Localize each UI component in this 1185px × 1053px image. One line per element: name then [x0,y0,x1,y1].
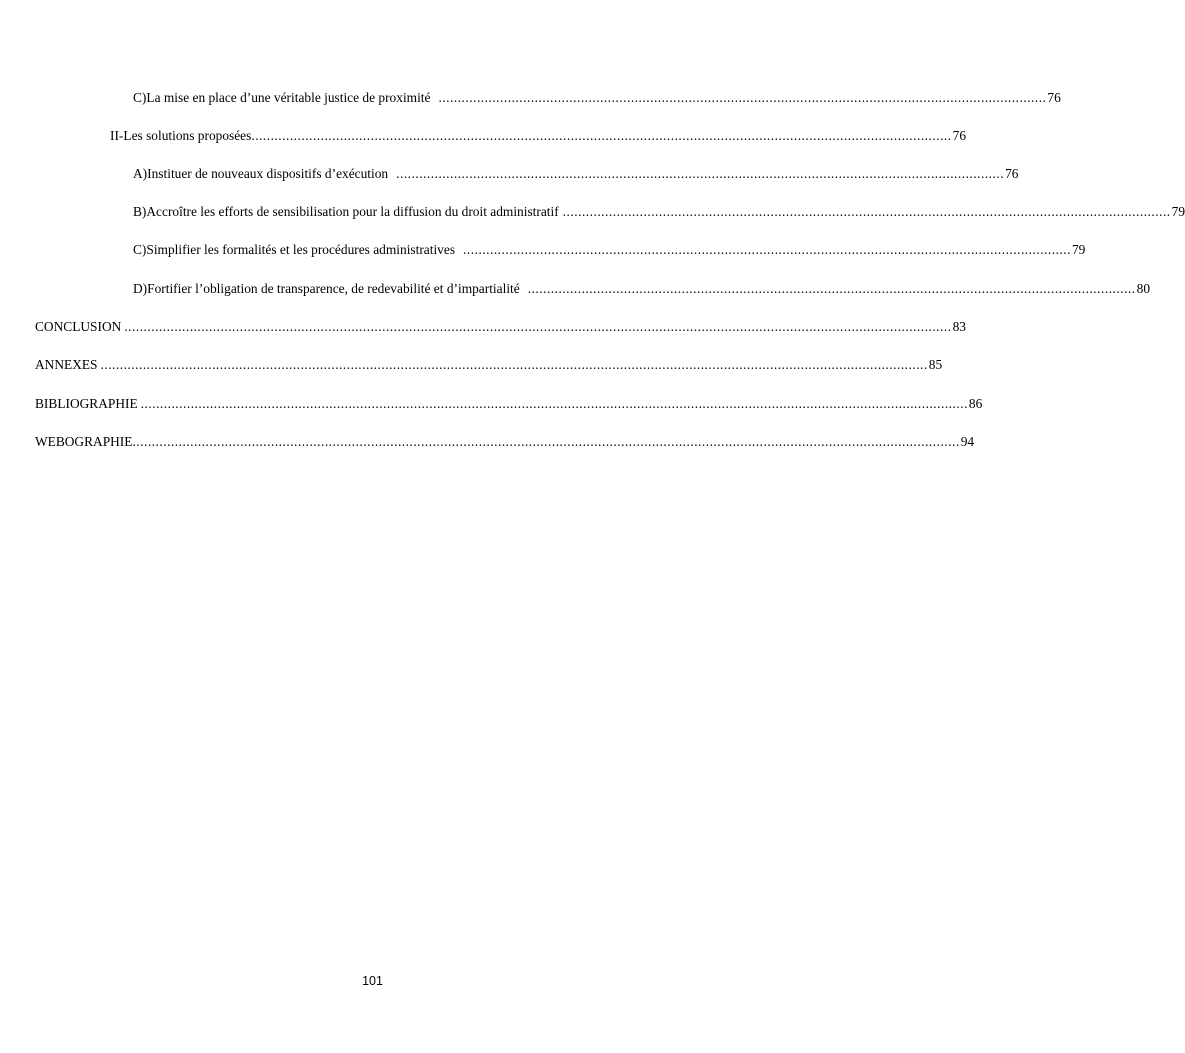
toc-entry-page: 85 [928,357,943,372]
dot-leader: .............................................................................................................................................................. [562,204,1171,219]
toc-entry-title: Instituer de nouveaux dispositifs d’exécution [147,166,389,181]
dot-leader: ....................................................................................................................................................................................................................... [100,357,928,372]
toc-entry [133,165,1019,183]
footer-page-number: 101 [362,974,383,988]
toc-entry-marker: C) [133,242,147,257]
toc-entry [35,433,975,451]
toc-entry-title: Simplifier les formalités et les procédures administratives [146,242,456,257]
toc-entry-title: CONCLUSION [35,319,122,334]
toc-entry-page: 79 [1071,242,1086,257]
toc-entry [133,280,1151,298]
toc-entry-title: BIBLIOGRAPHIE [35,396,138,411]
dot-leader: ....................................................................................................................................................................................................................... [140,396,968,411]
toc-entry [133,203,1185,221]
dot-leader: .............................................................................................................................................................. [396,166,1005,181]
toc-entry-marker: D) [133,281,148,296]
toc-entry-title: Fortifier l’obligation de transparence, de redevabilité et d’impartialité [147,281,520,296]
toc-entry-title: WEBOGRAPHIE [35,434,133,449]
toc-entry-page: 83 [952,319,966,334]
toc-entry [35,356,943,374]
toc-entry-marker: C) [133,90,147,105]
toc-entry [133,89,1061,107]
toc-entry-title: ANNEXES [35,357,98,372]
toc-entry-page: 80 [1136,281,1151,296]
dot-leader: ....................................................................................................................................................................................................................... [124,319,952,334]
toc-entry [35,318,966,336]
toc-entry-page: 76 [1005,166,1019,181]
toc-entry-marker: A) [133,166,148,181]
toc-entry [110,127,967,145]
dot-leader: ...................................................................................................................................................................................... [251,128,952,143]
toc-entry [35,395,983,413]
toc-entry-page: 76 [952,128,967,143]
dot-leader: .............................................................................................................................................................. [463,242,1071,257]
toc-entry-title: Accroître les efforts de sensibilisation pour la diffusion du droit administratif [146,204,559,219]
toc-entry-marker: II- [110,128,124,143]
toc-entry-page: 86 [968,396,983,411]
toc-entry-title: Les solutions proposées [123,128,252,143]
toc-entry [133,241,1086,259]
toc-entry-marker: B) [133,204,147,219]
toc-entry-page: 94 [960,434,975,449]
dot-leader: .............................................................................................................................................................. [527,281,1136,296]
dot-leader: ....................................................................................................................................................................................................................... [132,434,960,449]
dot-leader: .............................................................................................................................................................. [438,90,1047,105]
toc-entry-page: 76 [1047,90,1061,105]
toc-entry-page: 79 [1171,204,1185,219]
toc-entry-title: La mise en place d’une véritable justice de proximité [146,90,431,105]
